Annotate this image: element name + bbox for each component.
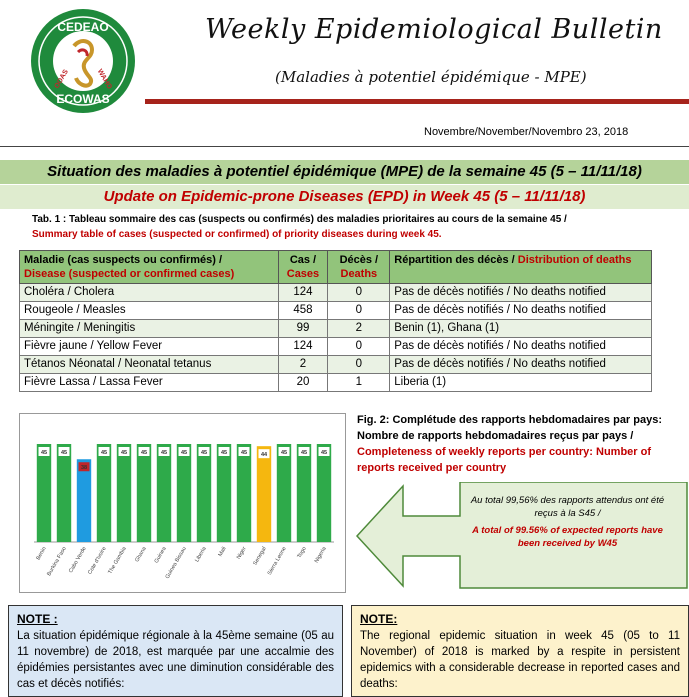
- chart-bar: [197, 444, 211, 542]
- chart-data-label: 38: [80, 465, 88, 472]
- chart-data-label: 45: [100, 450, 108, 456]
- cell-deaths: 0: [328, 356, 390, 374]
- chart-data-label: 44: [260, 452, 268, 459]
- cell-distribution: Benin (1), Ghana (1): [390, 320, 652, 338]
- chart-bar: [117, 444, 131, 542]
- chart-data-label: 45: [300, 450, 308, 456]
- chart-data-label: 45: [320, 450, 328, 456]
- completeness-chart-svg: [20, 414, 345, 592]
- cell-cases: 458: [278, 302, 328, 320]
- note-fr-body: La situation épidémique régionale à la 45ème semaine (05 au 11 novembre) de 2018, est marquée par une accalmie des épidémies persistantes avec une diminution considérable des cas et décès notifiés:: [17, 630, 334, 690]
- chart-data-label: 45: [220, 450, 228, 456]
- cell-cases: 2: [278, 356, 328, 374]
- cell-distribution: Liberia (1): [390, 374, 652, 392]
- cell-disease: Fièvre Lassa / Lassa Fever: [20, 374, 279, 392]
- cell-deaths: 1: [328, 374, 390, 392]
- bulletin-title: Weekly Epidemiological Bulletin: [205, 14, 663, 45]
- table-row: [20, 338, 652, 356]
- banner-fr: [0, 160, 689, 184]
- chart-bar: [77, 459, 91, 542]
- chart-bar: [157, 444, 171, 542]
- cell-disease: Rougeole / Measles: [20, 302, 279, 320]
- chart-bar: [177, 444, 191, 542]
- chart-category-label: Guinea Bissau: [164, 546, 188, 580]
- chart-data-label: 45: [180, 450, 188, 456]
- col-header-cases-fr: Cas /: [289, 254, 317, 266]
- col-header-deaths-en: Deaths: [340, 268, 378, 280]
- callout-text-en: A total of 99.56% of expected reports have been received by W45: [472, 525, 663, 549]
- cell-cases: 99: [278, 320, 328, 338]
- header-divider: [145, 99, 689, 104]
- cell-deaths: 0: [328, 338, 390, 356]
- cell-disease: Choléra / Cholera: [20, 284, 279, 302]
- completeness-chart: [19, 413, 346, 593]
- col-header-disease-fr: Maladie (cas suspects ou confirmés) /: [24, 254, 223, 266]
- logo-text-right: WAHO: [95, 68, 113, 91]
- col-header-deaths-fr: Décès /: [339, 254, 379, 266]
- cell-deaths: 0: [328, 302, 390, 320]
- logo-text-left: OOAS: [53, 68, 70, 90]
- col-header-deaths: [328, 251, 390, 284]
- cell-distribution: Pas de décès notifiés / No deaths notified: [390, 356, 652, 374]
- chart-category-label: Ghana: [134, 546, 148, 564]
- banner-en: [0, 185, 689, 209]
- callout-text-fr: Au total 99,56% des rapports attendus ont été reçus à la S45 /: [470, 495, 665, 519]
- chart-category-label: Sierra Leone: [266, 546, 288, 577]
- cell-distribution: Pas de décès notifiés / No deaths notified: [390, 284, 652, 302]
- table-row: [20, 356, 652, 374]
- chart-bar: [257, 446, 271, 542]
- col-header-disease: [20, 251, 279, 284]
- col-header-cases-en: Cases: [286, 268, 320, 280]
- note-en-body: The regional epidemic situation in week 45 (05 to 11 November) of 2018 is marked by a respite in persistent epidemics with a considerable decrease in reported cases and deaths:: [360, 630, 680, 690]
- chart-category-label: Benin: [35, 546, 48, 562]
- chart-bar: [237, 444, 251, 542]
- publication-date: Novembre/November/Novembro 23, 2018: [424, 126, 629, 138]
- note-en-heading: NOTE:: [360, 612, 398, 626]
- chart-bar: [57, 444, 71, 542]
- chart-category-label: Nigeria: [313, 546, 328, 565]
- chart-bar: [297, 444, 311, 542]
- banner-en-text: Update on Epidemic-prone Diseases (EPD) in Week 45 (5 – 11/11/18): [103, 188, 586, 205]
- cell-distribution: Pas de décès notifiés / No deaths notified: [390, 338, 652, 356]
- col-header-distribution: [390, 251, 652, 284]
- chart-data-label: 45: [160, 450, 168, 456]
- chart-category-label: Cabo Verde: [68, 546, 88, 575]
- chart-category-label: The Gambia: [107, 546, 128, 576]
- table-caption-en: Summary table of cases (suspected or confirmed) of priority diseases during week 45.: [32, 229, 442, 240]
- chart-category-label: Senegal: [252, 546, 268, 567]
- cell-disease: Fièvre jaune / Yellow Fever: [20, 338, 279, 356]
- note-en: [351, 605, 689, 697]
- chart-category-label: Burkina Faso: [46, 546, 68, 578]
- chart-data-label: 45: [280, 450, 288, 456]
- note-fr: [8, 605, 343, 697]
- table-header-row: [20, 251, 652, 284]
- logo-text-bottom: ECOWAS: [56, 92, 110, 106]
- figure-caption-fr: Fig. 2: Complétude des rapports hebdomadaires par pays: Nombre de rapports hebdomadaires reçus par pays /: [357, 414, 663, 442]
- figure-caption-en: Completeness of weekly reports per country: Number of reports received per country: [357, 446, 652, 474]
- summary-table: [19, 250, 652, 392]
- cell-cases: 20: [278, 374, 328, 392]
- col-header-disease-en: Disease (suspected or confirmed cases): [24, 268, 235, 280]
- chart-category-label: Togo: [296, 546, 308, 560]
- banner-fr-text: Situation des maladies à potentiel épidémique (MPE) de la semaine 45 (5 – 11/11/18): [47, 163, 642, 180]
- chart-bar: [97, 444, 111, 542]
- table-row: [20, 284, 652, 302]
- chart-category-label: Cote d'Ivoire: [87, 546, 108, 576]
- chart-category-label: Mali: [217, 546, 228, 558]
- table-caption: [32, 212, 672, 242]
- chart-bar: [137, 444, 151, 542]
- chart-data-label: 45: [240, 450, 248, 456]
- date-rule: [0, 146, 689, 147]
- chart-bar: [277, 444, 291, 542]
- cell-deaths: 0: [328, 284, 390, 302]
- col-header-distribution-en: Distribution of deaths: [517, 254, 632, 266]
- cell-cases: 124: [278, 338, 328, 356]
- chart-data-label: 45: [40, 450, 48, 456]
- col-header-distribution-fr: Répartition des décès /: [394, 254, 515, 266]
- chart-data-label: 45: [60, 450, 68, 456]
- chart-bar: [317, 444, 331, 542]
- chart-bar: [37, 444, 51, 542]
- chart-category-label: Guinea: [153, 546, 168, 565]
- note-fr-heading: NOTE :: [17, 612, 58, 626]
- chart-data-label: 45: [120, 450, 128, 456]
- cell-deaths: 2: [328, 320, 390, 338]
- chart-bar: [217, 444, 231, 542]
- cell-disease: Tétanos Néonatal / Neonatal tetanus: [20, 356, 279, 374]
- chart-data-label: 45: [200, 450, 208, 456]
- chart-category-label: Liberia: [194, 546, 208, 564]
- ecowas-logo: [30, 8, 136, 114]
- chart-category-label: Niger: [235, 546, 248, 561]
- figure-caption: [357, 412, 677, 476]
- cell-distribution: Pas de décès notifiés / No deaths notified: [390, 302, 652, 320]
- table-row: [20, 320, 652, 338]
- table-caption-fr: Tab. 1 : Tableau sommaire des cas (suspects ou confirmés) des maladies prioritaires au cours de la semaine 45 /: [32, 214, 567, 225]
- col-header-cases: [278, 251, 328, 284]
- table-row: [20, 374, 652, 392]
- cell-cases: 124: [278, 284, 328, 302]
- chart-data-label: 45: [140, 450, 148, 456]
- callout-text: [465, 494, 670, 550]
- table-row: [20, 302, 652, 320]
- logo-text-top: CEDEAO: [57, 20, 109, 34]
- bulletin-subtitle: (Maladies à potentiel épidémique - MPE): [275, 68, 587, 86]
- cell-disease: Méningite / Meningitis: [20, 320, 279, 338]
